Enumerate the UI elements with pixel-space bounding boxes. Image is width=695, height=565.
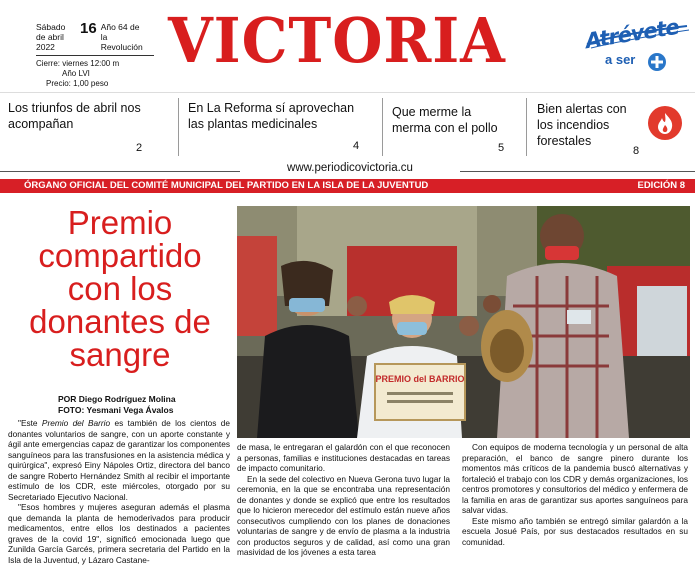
teaser-2[interactable] [188, 100, 373, 152]
year-label: Año 64 de la Revolución [100, 22, 143, 52]
website-url[interactable]: www.periodicovictoria.cu [287, 162, 413, 174]
teaser-text: Bien alertas con los incendios forestales [537, 102, 627, 148]
teaser-text: Los triunfos de abril nos acompañan [8, 101, 141, 131]
teaser-text: En La Reforma sí aprovechan las plantas medicinales [188, 101, 355, 131]
teaser-4[interactable] [537, 101, 642, 157]
byline-photo: FOTO: Yesmani Vega Ávalos [58, 405, 174, 415]
day-number: 16 [80, 20, 97, 37]
date-box [36, 22, 154, 89]
article-photo [237, 206, 690, 438]
weekday: Sábado [36, 22, 66, 32]
edition-label: EDICIÓN 8 [637, 180, 685, 191]
teaser-page: 5 [498, 142, 505, 154]
teaser-3[interactable] [392, 104, 512, 154]
slogan-bottom: a ser [605, 52, 636, 67]
teaser-page: 4 [353, 140, 360, 152]
article-headline: Premio compartido con los donantes de sangre [29, 204, 211, 373]
teaser-1[interactable] [8, 100, 168, 154]
col3-paragraph-1: Con equipos de moderna tecnología y un personal de alta preparación, el banco de sangre pinero durante los momentos más críticos de la pandemia buscó alternativas y fortaleció el trabajo con los CDR y demás organizaciones, los centros promotores y consultorios del médico y enfermera de la familia en aras de garantizar sus aportes sanguíneos para salvar vidas. [462, 442, 688, 515]
col1-paragraph-2: "Esos hombres y mujeres aseguran además el plasma que demanda la planta de hemoderivados para producir medicamentos, entre ellos los destinados a pacientes graves de la covid 19", significó emocionada luego que Zunilda García Garcés, primera secretaria del Partido en la Isla de la Juventud, y Lázaro Castane- [8, 502, 230, 565]
teaser-page: 8 [633, 145, 640, 157]
volume: Año LVI [62, 69, 90, 78]
col2-paragraph-2: En la sede del colectivo en Nueva Gerona tuvo lugar la ceremonia, en la que se encontraba una representación de donantes y donde se explicó que entre los resultados que lo hicieron merecedor del estímulo están nueve años consecutivos cumpliendo con los planes de donaciones voluntarias de sangre y de envío de plasma a la industria con productos seguros y de calidad, así como una gran masividad de los jóvenes a esta tarea [237, 473, 450, 557]
slogan-top: Atrévete [583, 14, 681, 54]
teaser-page: 2 [136, 142, 143, 154]
month-year: de abril 2022 [36, 32, 64, 52]
article-column-2 [237, 442, 450, 558]
col3-paragraph-2: Este mismo año también se entregó similar galardón a la escuela Josué País, por sus destacados resultados en su comunidad. [462, 515, 688, 547]
byline [58, 394, 176, 416]
certificate-title: PREMIO del BARRIO [375, 374, 465, 384]
byline-author: POR Diego Rodríguez Molina [58, 394, 176, 404]
fire-icon [648, 106, 682, 140]
article-column-3 [462, 442, 688, 547]
teaser-text: Que merme la merma con el pollo [392, 105, 498, 135]
newspaper-title[interactable]: VICTORIA [168, 4, 506, 77]
article-column-1: "Este Premio del Barrio es también de los cientos de donantes voluntarios de sangre, con un aporte constante y ágil ante emergencias capaz de garantizar los componentes sanguíneos para las transfusiones en la asistencia médica y quirúrgica", expresó Einy Nápoles Ortiz, directora del banco de sangre Roberto Hernández Smith al recibir el importante estímulo de los CDR, este miércoles, otorgado por su Secretariado Ejecutivo Nacional. "Esos hombres y mujeres aseguran además el plasma que demanda la planta de hemoderivados para producir medicamentos, entre ellos los destinados a pacientes graves de la covid 19", significó emocionada luego que Zunilda García Garcés, primera secretaria del Partido en la Isla de la Juventud, y Lázaro Castane- [8, 418, 230, 565]
closing-time: Cierre: viernes 12:00 m [36, 59, 120, 68]
banner-left: ÓRGANO OFICIAL DEL COMITÉ MUNICIPAL DEL PARTIDO EN LA ISLA DE LA JUVENTUD [24, 180, 429, 191]
atrevete-logo [583, 8, 693, 72]
official-organ-banner [0, 179, 695, 193]
col2-paragraph-1: de masa, le entregaran el galardón con el que reconocen a personas, familias e instituciones destacadas en tareas de impacto comunitario. [237, 442, 450, 473]
price: Precio: 1,00 peso [46, 79, 109, 88]
